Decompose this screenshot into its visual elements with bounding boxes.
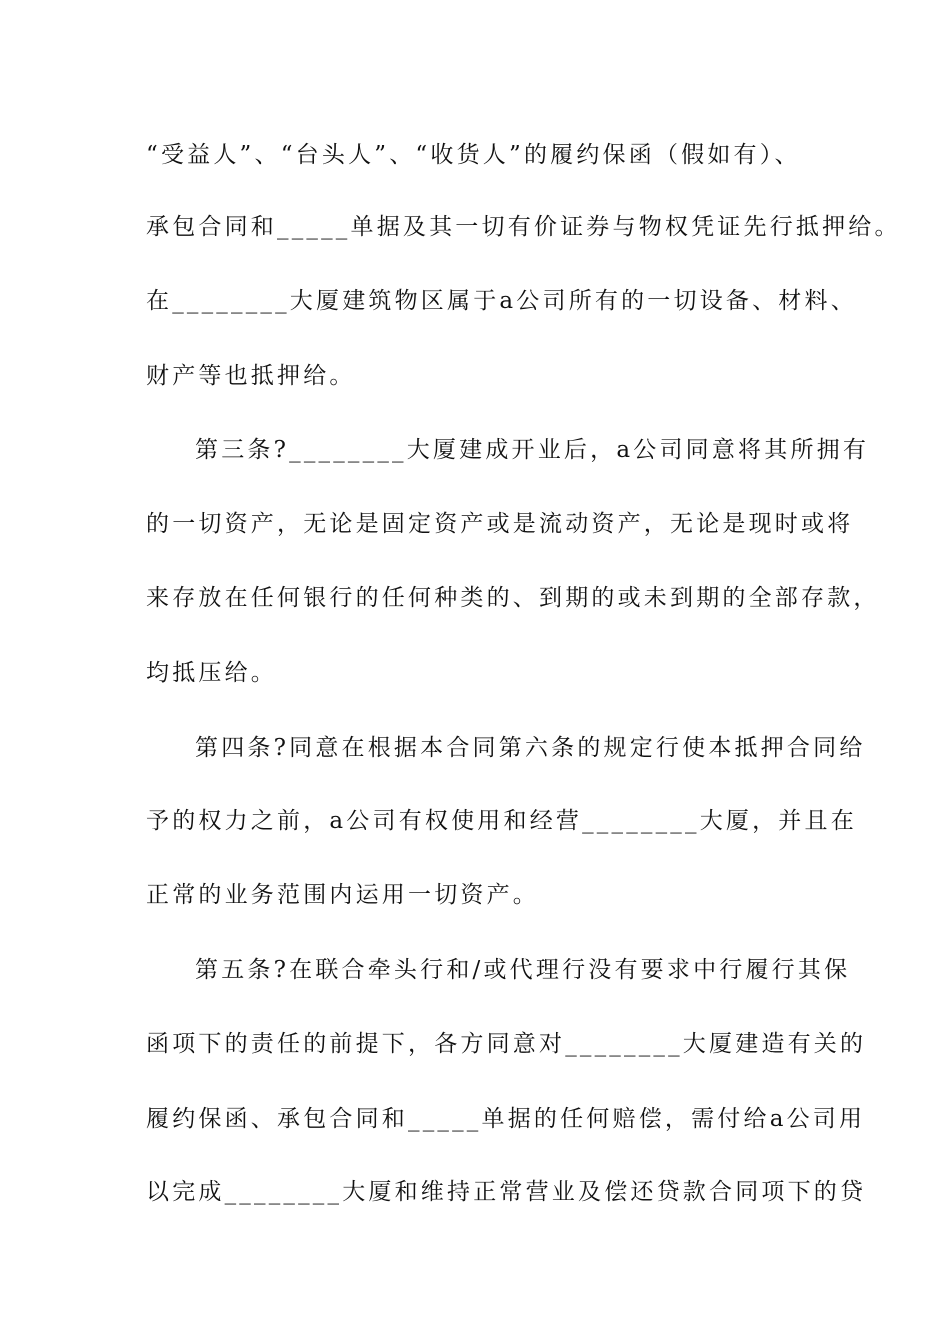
text-line-7: 来存放在任何银行的任何种类的、到期的或未到期的全部存款， bbox=[146, 585, 880, 611]
article-3-heading-line: 第三条?________大厦建成开业后，a公司同意将其所拥有 bbox=[195, 437, 870, 463]
text-line-3: 在________大厦建筑物区属于a公司所有的一切设备、材料、 bbox=[146, 288, 857, 314]
text-line-11: 正常的业务范围内运用一切资产。 bbox=[146, 882, 539, 908]
text-line-4: 财产等也抵押给。 bbox=[146, 363, 356, 389]
text-line-14: 履约保函、承包合同和_____单据的任何赔偿，需付给a公司用 bbox=[146, 1106, 866, 1132]
text-line-8: 均抵压给。 bbox=[146, 660, 277, 686]
text-line-10: 予的权力之前，a公司有权使用和经营________大厦，并且在 bbox=[146, 808, 857, 834]
text-line-2: 承包合同和_____单据及其一切有价证券与物权凭证先行抵押给。 bbox=[146, 214, 901, 240]
article-4-heading-line: 第四条?同意在根据本合同第六条的规定行使本抵押合同给 bbox=[195, 735, 866, 761]
text-line-13: 函项下的责任的前提下，各方同意对________大厦建造有关的 bbox=[146, 1031, 867, 1057]
text-line-6: 的一切资产，无论是固定资产或是流动资产，无论是现时或将 bbox=[146, 511, 854, 537]
text-line-1: “受益人”、“台头人”、“收货人”的履约保函（假如有）、 bbox=[146, 142, 801, 168]
text-line-15: 以完成________大厦和维持正常营业及偿还贷款合同项下的贷 bbox=[146, 1179, 867, 1205]
article-5-heading-line: 第五条?在联合牵头行和/或代理行没有要求中行履行其保 bbox=[195, 957, 851, 983]
